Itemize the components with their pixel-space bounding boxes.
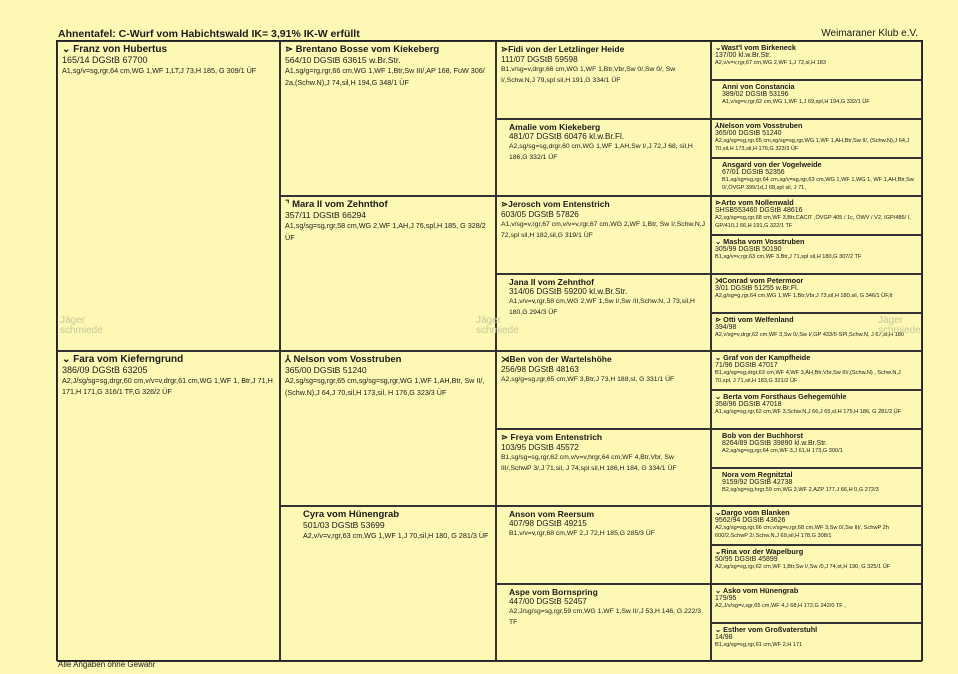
gen2-sire-sire [280, 41, 496, 196]
gen3-5 [496, 351, 711, 429]
dog-registration: 389/02 DGStB 53196 [722, 91, 789, 98]
dog-details: A1,sg/g=rg,rgr,66 cm,WG 1,WF 1,Btr,Sw III/,AP 168, FuW 306/ 2a,(Schw.N),J 74,sil,H 194,G 348/1 ÜF [285, 66, 485, 87]
dog-details: A2,sg/sg=sg,drgr,60 cm,WG 1,WF 1,AH,Sw I/,J 72,J 68, sil,H 186,G 332/1 ÜF [509, 143, 693, 161]
dog-details: A2,sg/g=sg,rgr,65 cm,WF 3,Btr,J 73,H 188,sl, G 331/1 ÜF [501, 376, 675, 383]
watermark-logo [878, 316, 921, 336]
dog-name: Ansgard von der Vogelweide [722, 160, 822, 169]
gen1-dam [57, 351, 280, 662]
dog-registration: 9562/94 DGStB 43626 [715, 517, 786, 524]
dog-details: A2,sg/sg=sg,rgr,62 cm,WF 1,Btr,Sw I/,Sw /0,J 74,st,H 190, G 325/1 ÜF [715, 564, 891, 570]
gen4-6 [711, 235, 922, 274]
gen4-9 [711, 351, 922, 390]
gen3-4 [496, 274, 711, 351]
dog-details: A2,v/v=v,rgr,67 cm,WG 2,WF 1,J 72,sl,H 183 [715, 60, 827, 66]
dog-name: ⋗Fidi von der Letzlinger Heide [501, 44, 625, 54]
gen4-3 [711, 119, 922, 158]
watermark-line1: Jäger [476, 315, 502, 326]
dog-registration: 3/01 DGStB 51255 w.Br.Fl. [715, 285, 799, 292]
dog-details: A2,v/sg=v,drgr,62 cm,WF 3,Sw 0/,Sw I/,GP 433/II-SPl,Schw.N, J 67,st,H 180 [715, 332, 904, 338]
dog-details: A1,sg/sg=sg,rgr,58 cm,WG 2,WF 1,AH,J 76,spl,H 185, G 328/2 ÜF [285, 221, 486, 242]
dog-name: ⋗ Freya vom Entenstrich [501, 432, 603, 442]
dog-details: A2,J/sg/sg=sg,rgr,59 cm,WG 1,WF 1,Sw II/,J 53,H 146, G 222/3 TF [509, 608, 702, 626]
dog-name: ⋗Jerosch vom Entenstrich [501, 199, 610, 209]
dog-details: B1,sg/sg=sg,rgr,64 cm,sg/v=sg,rgr,63 cm,WG 1,WF 1,WG 1, WF 1,AH,Btr,Sw 0/,ÖVGP 399/1d,J 68,spl sil, J 71, [722, 177, 914, 191]
dog-registration: 111/07 DGStB 59598 [501, 55, 578, 64]
pedigree-table [56, 40, 923, 661]
dog-registration: 71/96 DGStB 47017 [715, 362, 778, 369]
dog-details: A2,v/v=v,rgr,63 cm,WG 1,WF 1,J 70,sil,H 180, G 281/3 ÜF [303, 531, 489, 540]
gen4-4 [711, 158, 922, 196]
watermark-logo [476, 316, 519, 336]
watermark-line1: Jäger [878, 315, 904, 326]
dog-registration: 67/01 DGStB 52356 [722, 169, 785, 176]
dog-name: ⋊Ben von der Wartelshöhe [501, 354, 612, 364]
dog-name: Anson vom Reersum [509, 509, 595, 519]
dog-name: ⋗ Otti vom Welfenland [715, 315, 794, 324]
gen3-6 [496, 429, 711, 506]
gen3-3 [496, 196, 711, 274]
dog-name: ⌄ Berta vom Forsthaus Gehegemühle [715, 392, 847, 401]
dog-registration: 501/03 DGStB 53699 [303, 520, 385, 530]
dog-details: A2,sg/sg=sg,rgr,68 cm,WF 3,Btr,CACIT ,ÖVGP 405 / 1c, ÖWV / V2, IGP/486/ I, GP/410,J 66,H 191,G 322/1 TF [715, 215, 911, 229]
dog-name: Nora vom Regnitztal [722, 470, 793, 479]
dog-details: A1,v/v=v,rgr,58 cm,WG 2,WF 1,Sw I/,Sw /II,Schw.N, J 73,sil,H 180,G 294/3 ÜF [509, 298, 695, 316]
dog-details: A2,sg/sg=sg,rgr,65 cm,sg/sg=sg,rgr,WG 1,WF 1,AH,Btr,Sw II/, (Schw.N),J 64,J 70,sil,H 173,sil,H 176,G 323/3 ÜF [715, 138, 910, 152]
gen4-12 [711, 468, 922, 506]
dog-registration: 165/14 DGStB 67700 [62, 55, 148, 65]
dog-name: ⌄ Esther vom Großvaterstuhl [715, 625, 818, 634]
gen4-15 [711, 584, 922, 623]
gen2-dam-sire [280, 351, 496, 506]
dog-name: ⌄ Asko vom Hünengrab [715, 586, 799, 595]
dog-details: B1,sg/sg=sg,rgr,62 cm,v/v=v,hrgr,64 cm,WF 4,Btr,Vbr, Sw III/,SchwP 3/,J 71,sil, J 74,spl sil,H 186,H 184, G 334/1 ÜF [501, 454, 677, 472]
dog-details: A2,J/sg/sg=sg,drgr,60 cm,v/v=v,drgr,61 cm,WG 1,WF 1, Btr,J 71,H 171,H 171,G 316/1 TF,G 326/2 ÜF [62, 376, 273, 396]
dog-name: Anni von Constancia [722, 82, 795, 91]
dog-registration: 394/98 [715, 324, 737, 331]
dog-registration: 305/99 DGStB 50190 [715, 246, 782, 253]
dog-name: ⌄Wast'l vom Birkeneck [715, 43, 796, 52]
gen3-1 [496, 41, 711, 119]
dog-details: A1,v/sg=v,rgr,67 cm,v/v=v,rgr,67 cm,WG 2,WF 1,Btr, Sw I/,Schw.N,J 72,spl sil,H 182,sil,G 319/1 ÜF [501, 221, 706, 239]
dog-details: A1,sg/v=sg,rgr,64 cm,WG 1,WF 1,LT,J 73,H 185, G 309/1 ÜF [62, 66, 257, 75]
gen4-11 [711, 429, 922, 468]
dog-registration: 357/11 DGStB 66294 [285, 210, 367, 220]
dog-name: ⌝ Mara II vom Zehnthof [285, 199, 388, 210]
gen4-2 [711, 80, 922, 119]
dog-details: B1,v/v=v,rgr,68 cm,WF 2,J 72,H 185,G 285/3 ÜF [509, 530, 655, 537]
dog-details: A2,sg/sg=sg,rgr,65 cm,sg/sg=sg,rgr,WG 1,WF 1,AH,Btr, Sw II/,(Schw.N),J 64,J 70,sil,H 173,sil, H 176,G 323/3 ÜF [285, 376, 485, 397]
dog-details: B2,sg/sg=sg,hrgr,59 cm,WG 3,WF 2,AZP 177,J 66,H 0,G 272/3 [722, 487, 879, 493]
dog-registration: 9159/92 DGStB 42738 [722, 479, 793, 486]
dog-name: Bob von der Buchhorst [722, 431, 804, 440]
watermark-line2: schmiede [60, 325, 103, 336]
gen3-8 [496, 584, 711, 662]
dog-details: B1,sg/sg=sg,rgr,61 cm,WF 2,H 171 [715, 642, 803, 648]
dog-name: ⌄ Fara vom Kieferngrund [62, 354, 184, 365]
dog-details: A2,sg/sg=sg,rgr,66 cm,v/sg=v,rgr,68 cm,WF 3,Sw 0/,Sw III/, SchwP 2h 600/2,SchwP 2/,Schw.N,J 69,sil,H 178,G 308/1 [715, 525, 889, 539]
dog-details: A1,sg/sg=sg,rgr,62 cm,WF 3,Schw.N,J 66,J 65,sl,H 175,H 186, G 281/2 ÜF [715, 409, 902, 415]
gen4-10 [711, 390, 922, 429]
dog-registration: 603/05 DGStB 57826 [501, 210, 579, 219]
dog-name: Amalie vom Kiekeberg [509, 122, 601, 132]
dog-name: Jana II vom Zehnthof [509, 277, 595, 287]
dog-registration: 447/00 DGStB 52457 [509, 597, 587, 606]
dog-registration: 481/07 DGStB 60476 kl.w.Br.Fl. [509, 132, 625, 141]
dog-name: ⌄ Graf von der Kampfheide [715, 353, 811, 362]
dog-name: ⋗Arto vom Nollenwald [715, 198, 794, 207]
dog-details: B1,sg/v=v,rgr,63 cm,WF 3,Btr,J 71,spl sil,H 180,G 307/2 TF [715, 254, 862, 260]
dog-registration: 50/95 DGStB 45899 [715, 556, 778, 563]
dog-name: ⌄ Masha vom Vosstruben [715, 237, 805, 246]
dog-name: ⌄Rina vor der Wapelburg [715, 547, 804, 556]
dog-registration: 137/00 kl.w.Br.Str. [715, 52, 772, 59]
gen4-13 [711, 506, 922, 545]
gen2-dam-dam [280, 506, 496, 662]
dog-details: A2,g/sg=g,rgr,64 cm,WG 1,WF 1,Btr,Vbr,J 73,sil,H 180,sil, G 346/1 ÜF,lt [715, 293, 893, 299]
gen4-5 [711, 196, 922, 235]
gen1-sire [57, 41, 280, 351]
dog-registration: 103/95 DGStB 45572 [501, 443, 579, 452]
pedigree-title: Ahnentafel: C-Wurf vom Habichtswald IK= 3,91% IK-W erfüllt [58, 28, 360, 40]
gen3-2 [496, 119, 711, 196]
gen4-16 [711, 623, 922, 662]
dog-details: B1,sg/sg=sg,drgr,63 cm,WF 4,WF 3,AH,Btr,Vbr,Sw III/,(Schw.N) , Schw.N,J 70,spl, J 71,sil,H 183,G 321/2 ÜF [715, 370, 901, 384]
dog-details: A2,J/v/sg=v,sgr,65 cm,WF 4,J 68,H 172,G 242/0 TF , [715, 603, 846, 609]
watermark-line2: schmiede [878, 325, 921, 336]
gen4-1 [711, 41, 922, 80]
disclaimer: Alle Angaben ohne Gewähr [58, 660, 156, 669]
dog-name: ⋗ Brentano Bosse vom Kiekeberg [285, 44, 440, 55]
gen4-7 [711, 274, 922, 313]
dog-registration: 365/00 DGStB 51240 [285, 365, 367, 375]
dog-name: ⋊Conrad vom Petermoor [715, 276, 804, 285]
dog-registration: 358/96 DGStB 47018 [715, 401, 782, 408]
dog-details: B1,v/sg=v,drgr,66 cm,WG 1,WF 1,Btr,Vbr,Sw 0/,Sw 0/, Sw I/,Schw.N,J 79,spl sil,H 191,G 334/1 ÜF [501, 66, 676, 84]
watermark-line1: Jäger [60, 315, 86, 326]
dog-registration: 179/95 [715, 595, 737, 602]
dog-registration: 14/98 [715, 634, 733, 641]
dog-details: A2,sg/sg=sg,rgr,64 cm,WF 3,J 61,H 173,G 300/1 [722, 448, 843, 454]
gen3-7 [496, 506, 711, 584]
dog-name: Aspe vom Bornspring [509, 587, 598, 597]
dog-registration: 407/98 DGStB 49215 [509, 519, 587, 528]
dog-name: ⌄Dargo vom Blanken [715, 508, 790, 517]
dog-name: Cyra vom Hünengrab [303, 509, 400, 520]
watermark-line2: schmiede [476, 325, 519, 336]
dog-name: ⅄ Nelson vom Vosstruben [285, 354, 402, 365]
gen4-14 [711, 545, 922, 584]
dog-details: A1,v/sg=v,rgr,62 cm,WG 1,WF 1,J 69,spl,H 194,G 332/1 ÜF [722, 99, 870, 105]
gen2-sire-dam [280, 196, 496, 351]
watermark-logo [60, 316, 103, 336]
dog-registration: 8264/89 DGStB 39890 kl.w.Br.Str. [722, 440, 828, 447]
dog-registration: SHSB553460 DGStB 48616 [715, 207, 803, 214]
dog-registration: 564/10 DGStB 63615 w.Br.Str. [285, 55, 401, 65]
dog-registration: 365/00 DGStB 51240 [715, 130, 782, 137]
dog-registration: 386/09 DGStB 63205 [62, 365, 148, 375]
dog-registration: 314/06 DGStB 59200 kl.w.Br.Str. [509, 287, 628, 296]
dog-name: ⅄Nelson vom Vosstruben [715, 121, 803, 130]
club-name: Weimaraner Klub e.V. [821, 28, 918, 39]
dog-name: ⌄ Franz von Hubertus [62, 44, 168, 55]
dog-registration: 256/98 DGStB 48163 [501, 365, 579, 374]
